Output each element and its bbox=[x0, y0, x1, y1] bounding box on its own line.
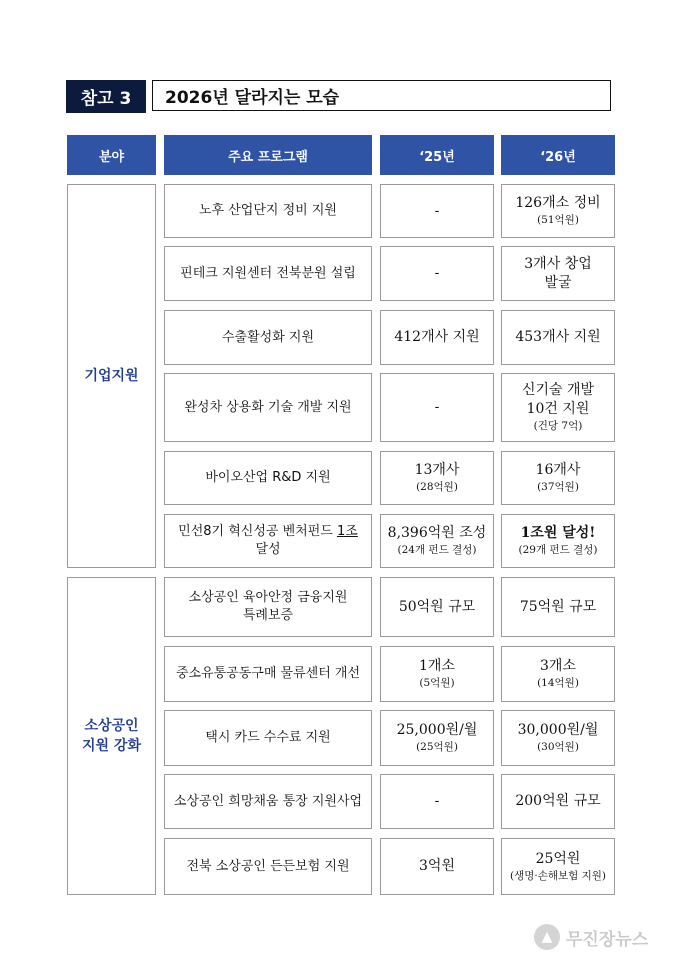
program-cell bbox=[164, 514, 372, 568]
page-title bbox=[152, 80, 611, 111]
value-2025: 8,396억원 조성 bbox=[387, 525, 487, 541]
column-header-field: 분야 bbox=[67, 135, 156, 175]
value-2025-cell bbox=[380, 646, 494, 702]
value-2025: 1개소 bbox=[419, 658, 455, 674]
value-2025-cell bbox=[380, 310, 494, 365]
program-name-line2: 특례보증 bbox=[242, 608, 294, 623]
value-2025-cell bbox=[380, 577, 494, 637]
category-label: 기업지원 bbox=[84, 368, 139, 384]
program-cell bbox=[164, 710, 372, 766]
value-2026: 25억원 bbox=[535, 850, 581, 867]
program-cell bbox=[164, 838, 372, 895]
program-cell bbox=[164, 184, 372, 238]
value-2025-cell bbox=[380, 373, 494, 442]
value-2025-note: (25억원) bbox=[416, 741, 458, 753]
program-name: 수출활성화 지원 bbox=[221, 329, 315, 345]
value-2025-cell bbox=[380, 246, 494, 301]
value-2025: 412개사 지원 bbox=[394, 329, 480, 345]
value-2025: 50억원 규모 bbox=[398, 598, 476, 615]
program-name: 중소유통공동구매 물류센터 개선 bbox=[175, 666, 361, 681]
value-2026: 200억원 규모 bbox=[515, 793, 601, 809]
value-2026-line2: 발굴 bbox=[544, 274, 572, 291]
value-2025-cell bbox=[380, 838, 494, 895]
program-name: 소상공인 희망채움 통장 지원사업 bbox=[173, 793, 363, 809]
program-name-underlined: 1조 bbox=[336, 524, 358, 539]
value-2026: 1조원 달성! bbox=[520, 525, 596, 541]
value-2026-cell bbox=[501, 310, 615, 365]
value-2025-cell bbox=[380, 451, 494, 505]
program-name-line2: 달성 bbox=[255, 542, 281, 557]
value-2026-cell bbox=[501, 514, 615, 568]
category-label-line2: 지원 강화 bbox=[82, 738, 141, 754]
value-2026-note: (30억원) bbox=[537, 741, 579, 753]
section-title-bar bbox=[66, 80, 613, 113]
value-2026: 16개사 bbox=[535, 462, 581, 478]
value-2026-note: (생명·손해보험 지원) bbox=[509, 869, 606, 882]
value-2026-cell bbox=[501, 710, 615, 766]
category-small-business bbox=[67, 577, 156, 895]
value-2026: 신기술 개발 bbox=[521, 382, 595, 398]
program-name: 택시 카드 수수료 지원 bbox=[205, 730, 331, 745]
program-name bbox=[178, 523, 358, 541]
value-2025: - bbox=[434, 399, 440, 415]
value-2026-cell bbox=[501, 451, 615, 505]
program-cell bbox=[164, 577, 372, 637]
program-name: 소상공인 육아안정 금융지원 bbox=[188, 590, 348, 605]
value-2025: 3억원 bbox=[419, 858, 455, 874]
value-2025-cell bbox=[380, 514, 494, 568]
value-2026-line2: 10건 지원 bbox=[526, 401, 590, 417]
program-cell bbox=[164, 451, 372, 505]
value-2026-cell bbox=[501, 646, 615, 702]
value-2026-note: (37억원) bbox=[537, 481, 579, 493]
column-header-2026: ‘26년 bbox=[501, 135, 615, 175]
value-2025-cell bbox=[380, 710, 494, 766]
value-2026-note: (29개 펀드 결성) bbox=[518, 544, 598, 556]
program-cell bbox=[164, 646, 372, 702]
value-2026-cell bbox=[501, 373, 615, 442]
value-2025-cell bbox=[380, 774, 494, 829]
page-title-text: 2026년 달라지는 모습 bbox=[165, 88, 340, 108]
reference-tag: 참고 3 bbox=[66, 80, 146, 113]
value-2026-cell bbox=[501, 838, 615, 895]
program-cell bbox=[164, 246, 372, 301]
value-2026-cell bbox=[501, 246, 615, 301]
value-2026: 3개사 창업 bbox=[524, 255, 592, 272]
mountain-icon: ▲ bbox=[534, 924, 560, 950]
category-label-line1: 소상공인 bbox=[84, 718, 139, 734]
value-2026-cell bbox=[501, 774, 615, 829]
program-name-part: 민선8기 혁신성공 벤처펀드 bbox=[178, 524, 337, 539]
value-2026: 75억원 규모 bbox=[519, 598, 597, 615]
value-2026: 30,000원/월 bbox=[517, 722, 599, 738]
value-2025-note: (5억원) bbox=[419, 677, 455, 689]
value-2026-note: (51억원) bbox=[537, 214, 579, 226]
value-2025: 13개사 bbox=[414, 462, 460, 478]
value-2025: - bbox=[434, 793, 440, 809]
program-cell bbox=[164, 373, 372, 442]
column-header-program: 주요 프로그램 bbox=[164, 135, 372, 175]
value-2025: - bbox=[434, 265, 440, 281]
value-2025-note: (28억원) bbox=[416, 481, 458, 493]
value-2026-note: (14억원) bbox=[537, 677, 579, 689]
program-name: 완성차 상용화 기술 개발 지원 bbox=[184, 399, 352, 415]
value-2026: 126개소 정비 bbox=[515, 195, 601, 211]
value-2025-note: (24개 펀드 결성) bbox=[397, 544, 477, 556]
program-name: 노후 산업단지 정비 지원 bbox=[199, 203, 337, 218]
category-enterprise bbox=[67, 184, 156, 568]
value-2026: 453개사 지원 bbox=[515, 329, 601, 345]
program-name: 바이오산업 R&D 지원 bbox=[205, 470, 331, 485]
value-2025: - bbox=[434, 202, 440, 219]
value-2026: 3개소 bbox=[540, 658, 576, 674]
program-name: 전북 소상공인 든든보험 지원 bbox=[186, 858, 350, 874]
watermark-text: 무진장뉴스 bbox=[566, 929, 649, 950]
value-2026-cell bbox=[501, 577, 615, 637]
value-2026-cell bbox=[501, 184, 615, 238]
watermark-logo bbox=[534, 921, 674, 953]
value-2025-cell bbox=[380, 184, 494, 238]
program-cell bbox=[164, 774, 372, 829]
program-cell bbox=[164, 310, 372, 365]
value-2026-note: (건당 7억) bbox=[533, 420, 583, 432]
value-2025: 25,000원/월 bbox=[396, 722, 478, 738]
column-header-2025: ‘25년 bbox=[380, 135, 494, 175]
program-name: 핀테크 지원센터 전북분원 설립 bbox=[180, 265, 356, 281]
